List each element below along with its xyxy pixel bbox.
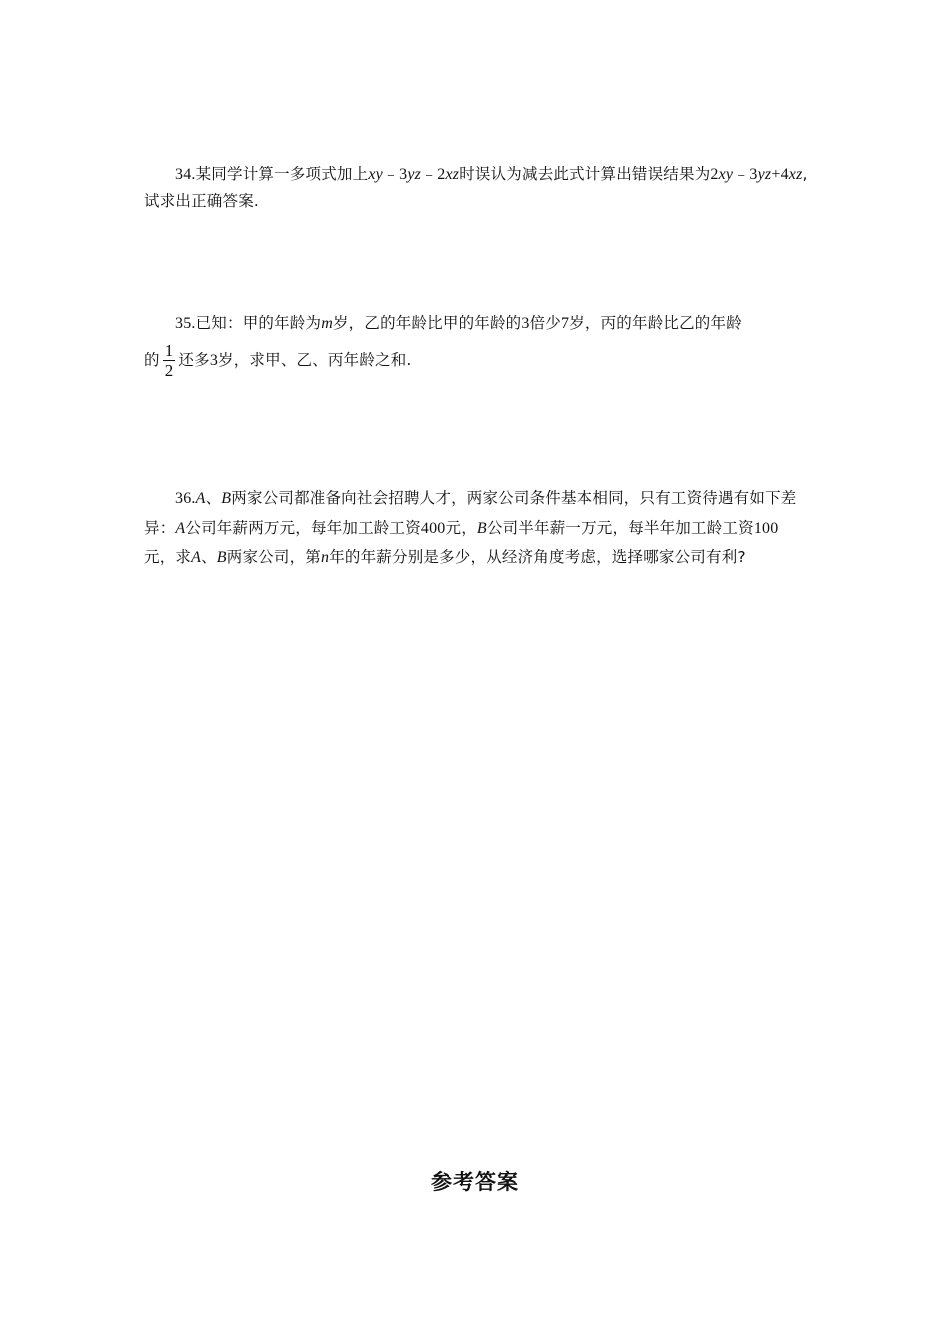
math-term: B <box>476 519 487 537</box>
math-term: 3 <box>521 315 530 332</box>
math-term: 2 <box>710 166 719 183</box>
fraction-numerator: 1 <box>164 341 174 360</box>
question-34-text <box>144 161 808 214</box>
math-term: xz <box>788 166 803 183</box>
math-term: A <box>195 490 206 507</box>
text: 还多 <box>178 351 210 369</box>
math-term: n <box>320 549 330 566</box>
text: 元，求 <box>144 548 192 566</box>
question-number: 35. <box>175 315 196 332</box>
question-34 <box>144 161 808 214</box>
math-term: yz <box>757 166 772 183</box>
math-term: B <box>216 549 227 566</box>
question-number: 36. <box>175 490 196 507</box>
question-35-text-line2 <box>144 341 808 380</box>
text: ,试求出正确答案. <box>144 165 808 210</box>
text: 两家公司，第 <box>226 548 321 566</box>
text: 、 <box>205 489 222 507</box>
text: 某同学计算一多项式加上 <box>195 165 369 183</box>
math-term: 100 <box>753 519 779 537</box>
math-term: xz <box>445 166 460 183</box>
text: 公司半年薪一万元，每半年加工龄工资 <box>486 518 754 537</box>
text: 时误认为减去此式计算出错误结果为 <box>459 165 711 183</box>
question-35 <box>144 310 808 380</box>
math-term: ﹣3 <box>382 166 408 183</box>
math-term: 7 <box>561 315 570 332</box>
text: 、 <box>201 548 217 566</box>
math-term: xy <box>718 166 734 183</box>
question-36 <box>144 484 808 573</box>
text: 公司年薪两万元，每年加工龄工资 <box>185 518 421 537</box>
text: 年的年薪分别是多少，从经济角度考虑，选择哪家公司有利? <box>329 548 746 566</box>
math-term: 400 <box>420 519 446 537</box>
fraction-denominator: 2 <box>164 361 174 380</box>
text: 岁，求甲、乙、丙年龄之和. <box>218 351 412 369</box>
question-number: 34. <box>175 166 196 183</box>
math-term: B <box>221 490 232 507</box>
math-term: ﹣3 <box>733 166 758 183</box>
text: 倍少 <box>529 314 561 332</box>
fraction-one-half <box>163 341 176 380</box>
text: 元， <box>445 518 477 537</box>
math-term: ﹣2 <box>421 166 446 183</box>
math-term: +4 <box>771 166 789 183</box>
text: 的 <box>144 351 160 369</box>
question-35-text <box>144 310 808 337</box>
math-term: A <box>191 549 202 566</box>
text: 岁，乙的年龄比甲的年龄的 <box>332 314 522 332</box>
answer-section-title: 参考答案 <box>431 1170 519 1194</box>
math-term: yz <box>407 166 422 183</box>
math-term: 3 <box>209 352 219 369</box>
text: 两家公司都准备向社会招聘人才，两家公司条件基本相同，只有工资待遇有如下差异： <box>144 489 797 537</box>
math-term: m <box>321 315 333 332</box>
math-term: xy <box>368 166 383 183</box>
text: 已知：甲的年龄为 <box>195 314 322 332</box>
math-term: A <box>175 519 186 537</box>
question-36-text <box>144 484 808 573</box>
text: 岁，丙的年龄比乙的年龄 <box>569 314 742 332</box>
